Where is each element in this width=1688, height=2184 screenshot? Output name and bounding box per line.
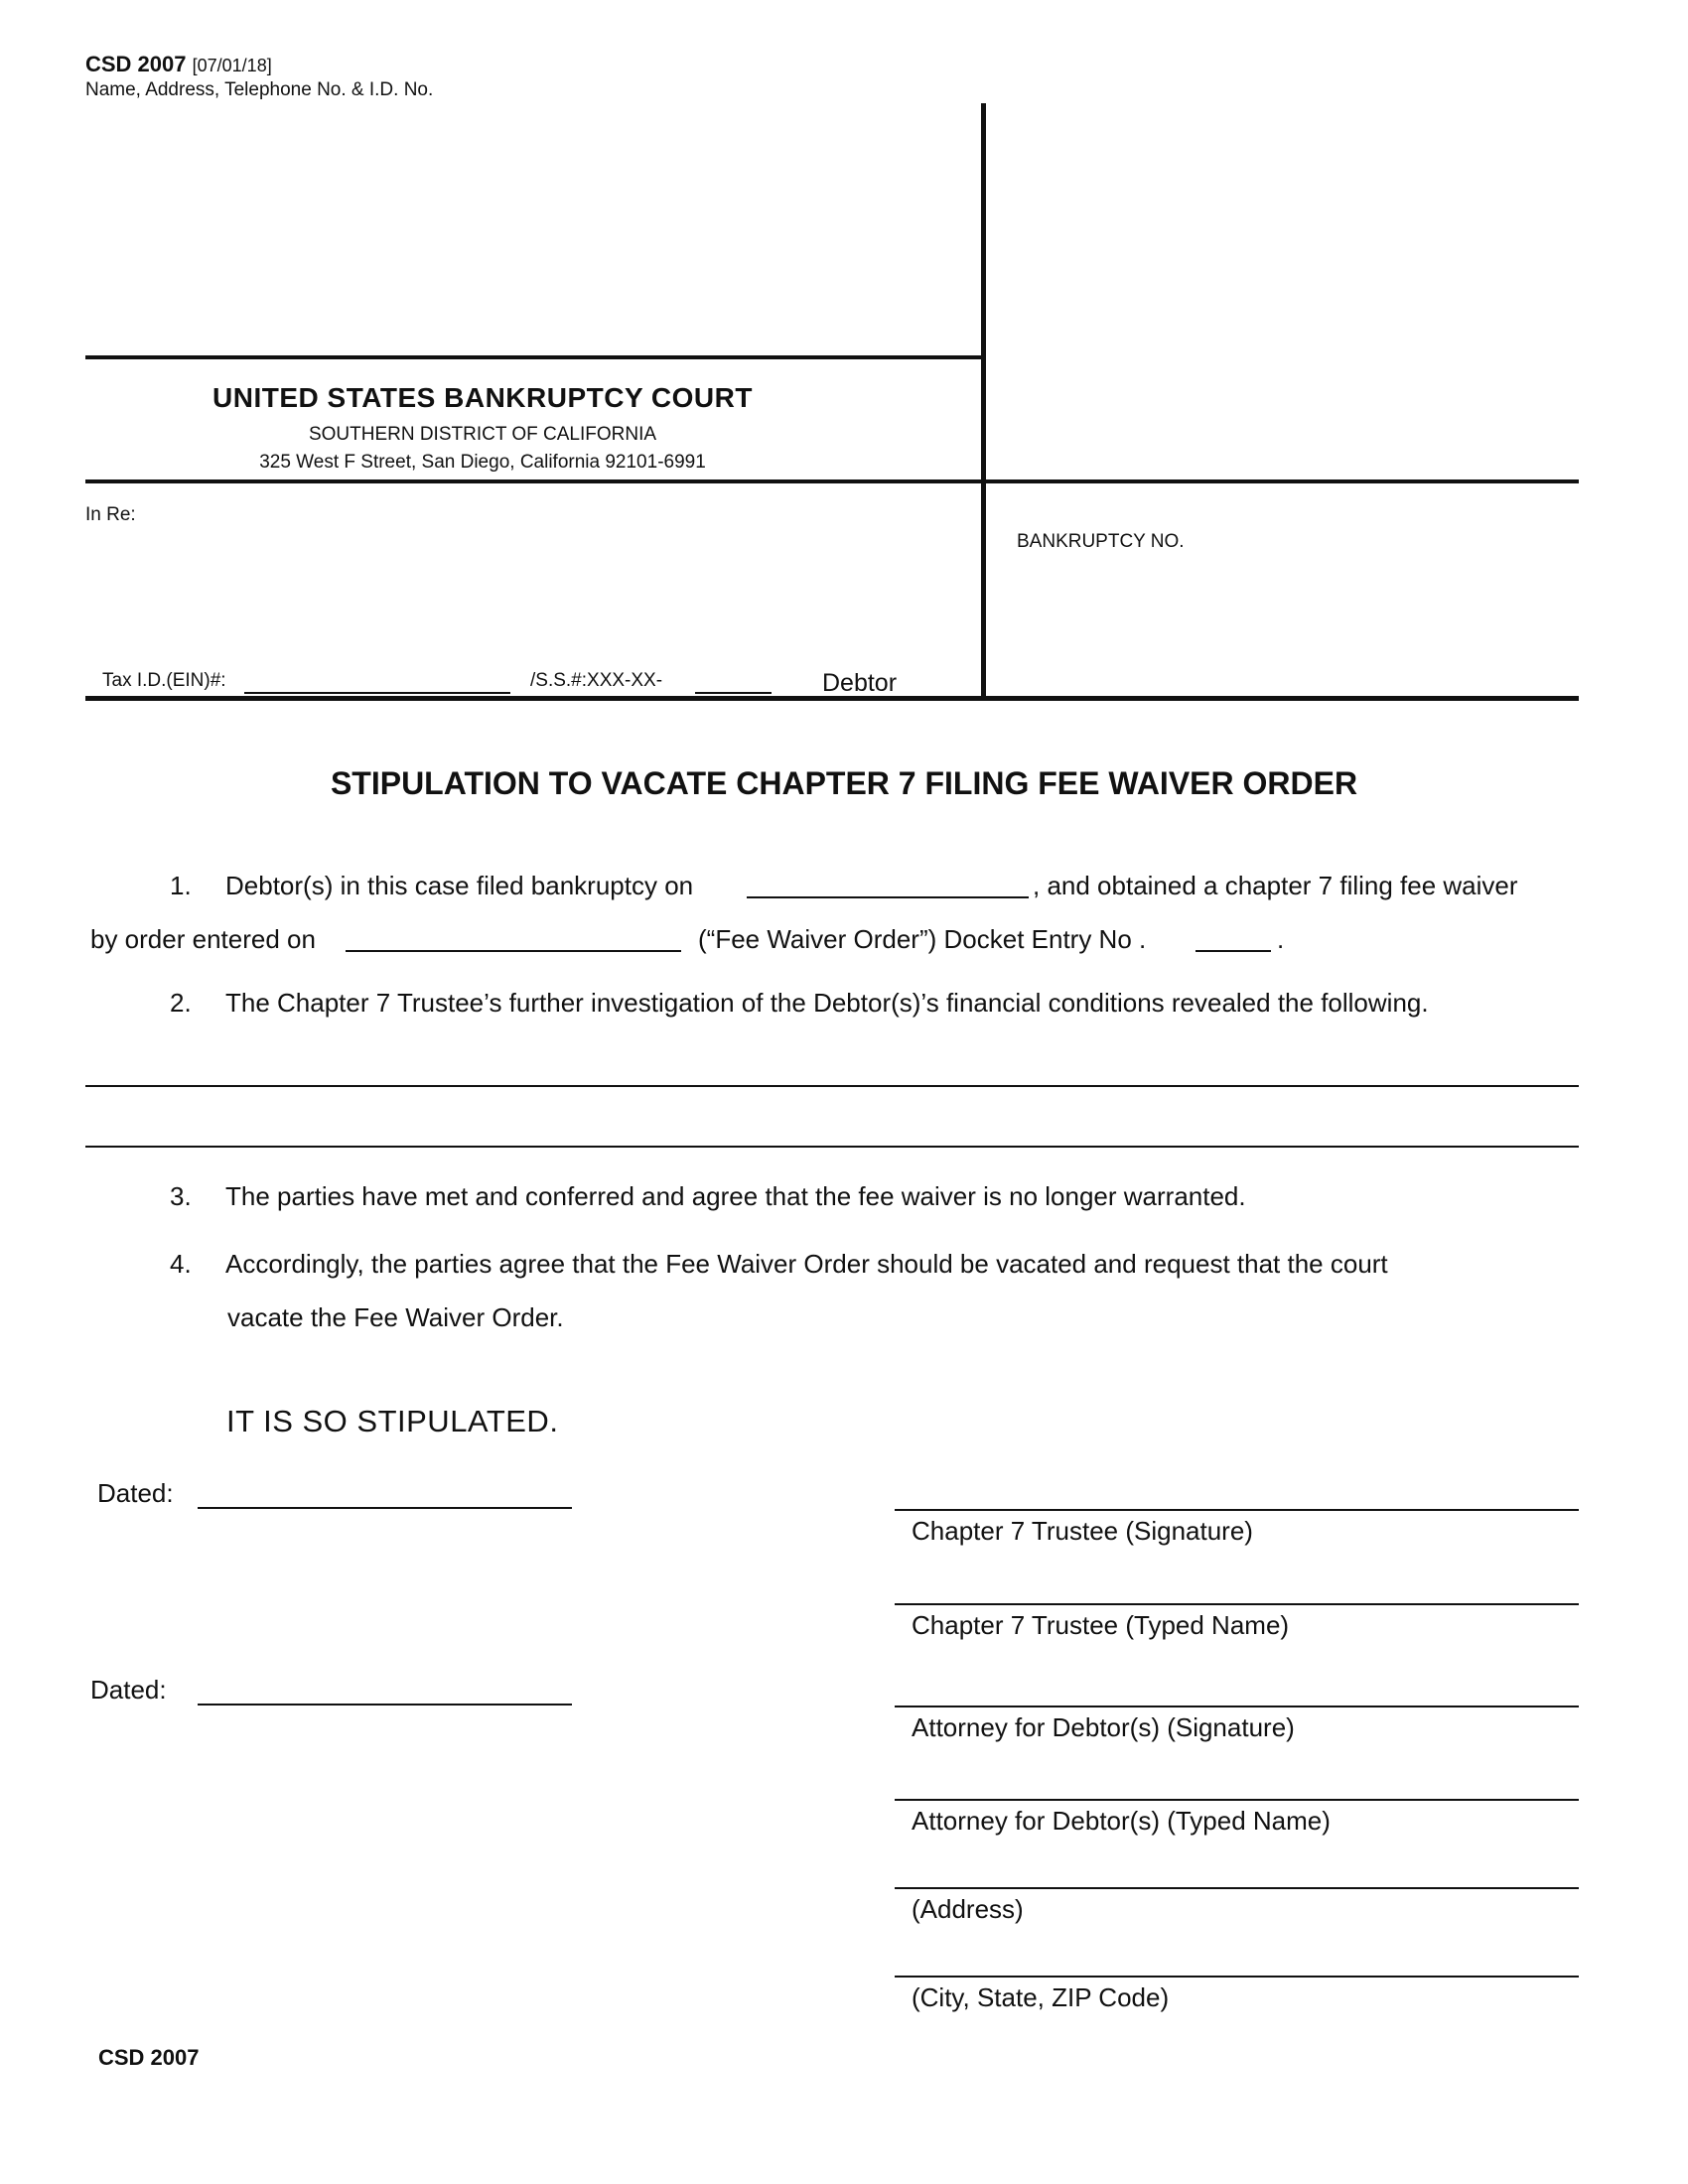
p1-text-e: . [1277, 924, 1285, 954]
court-address: 325 West F Street, San Diego, California 92101-6991 [259, 452, 706, 473]
p3-number: 3. [170, 1181, 192, 1211]
tax-id-field[interactable] [244, 692, 510, 694]
in-re-label: In Re: [85, 504, 136, 525]
court-district: SOUTHERN DISTRICT OF CALIFORNIA [308, 424, 657, 445]
trustee-typed-name-label: Chapter 7 Trustee (Typed Name) [912, 1610, 1290, 1640]
order-entered-date-field[interactable] [346, 950, 681, 952]
p4-number: 4. [170, 1249, 192, 1279]
p4-text-a: Accordingly, the parties agree that the Fee Waiver Order should be vacated and request that the court [225, 1249, 1388, 1279]
form-code-footer: CSD 2007 [98, 2045, 200, 2070]
filing-date-field[interactable] [747, 896, 1029, 898]
attorney-signature-line[interactable] [895, 1706, 1579, 1707]
p1-text-c: by order entered on [90, 924, 316, 954]
attorney-typed-name-line[interactable] [895, 1799, 1579, 1801]
city-state-zip-line[interactable] [895, 1976, 1579, 1978]
p3-text: The parties have met and conferred and agree that the fee waiver is no longer warranted. [225, 1181, 1246, 1211]
attorney-signature-label: Attorney for Debtor(s) (Signature) [912, 1712, 1295, 1742]
p1-text-b: , and obtained a chapter 7 filing fee waiver [1033, 871, 1518, 900]
trustee-signature-label: Chapter 7 Trustee (Signature) [912, 1516, 1253, 1546]
name-address-label: Name, Address, Telephone No. & I.D. No. [85, 79, 434, 100]
p1-text-d: (“Fee Waiver Order”) Docket Entry No . [698, 924, 1147, 954]
dated-label-1: Dated: [97, 1478, 174, 1508]
debtor-label: Debtor [822, 669, 898, 697]
caption-middle-rule [85, 479, 1579, 483]
form-revision: [07/01/18] [192, 56, 272, 75]
p2-text: The Chapter 7 Trustee’s further investigation of the Debtor(s)’s financial conditions revealed the following. [225, 988, 1429, 1018]
form-code-header: CSD 2007 [07/01/18] [85, 52, 272, 76]
caption-vertical-divider [981, 103, 986, 699]
p1-text-a: Debtor(s) in this case filed bankruptcy on [225, 871, 694, 900]
stipulated-heading: IT IS SO STIPULATED. [226, 1404, 559, 1438]
findings-line-2[interactable] [85, 1146, 1579, 1148]
court-name: UNITED STATES BANKRUPTCY COURT [212, 382, 753, 413]
city-state-zip-label: (City, State, ZIP Code) [912, 1982, 1170, 2012]
trustee-typed-name-line[interactable] [895, 1603, 1579, 1605]
bankruptcy-no-label: BANKRUPTCY NO. [1017, 531, 1185, 552]
p1-number: 1. [170, 871, 192, 900]
docket-entry-field[interactable] [1196, 950, 1271, 952]
ssn-field[interactable] [695, 692, 772, 694]
attorney-typed-name-label: Attorney for Debtor(s) (Typed Name) [912, 1806, 1331, 1836]
tax-id-label: Tax I.D.(EIN)#: [102, 670, 226, 691]
document-title: STIPULATION TO VACATE CHAPTER 7 FILING FEE WAIVER ORDER [330, 765, 1358, 801]
address-line[interactable] [895, 1887, 1579, 1889]
p4-text-b: vacate the Fee Waiver Order. [227, 1302, 564, 1332]
court-top-rule [85, 355, 983, 359]
ssn-label: /S.S.#:XXX-XX- [530, 670, 663, 691]
p2-number: 2. [170, 988, 192, 1018]
findings-line-1[interactable] [85, 1085, 1579, 1087]
dated-field-1[interactable] [198, 1507, 572, 1509]
dated-field-2[interactable] [198, 1704, 572, 1706]
dated-label-2: Dated: [90, 1675, 167, 1705]
trustee-signature-line[interactable] [895, 1509, 1579, 1511]
address-label: (Address) [912, 1894, 1024, 1924]
